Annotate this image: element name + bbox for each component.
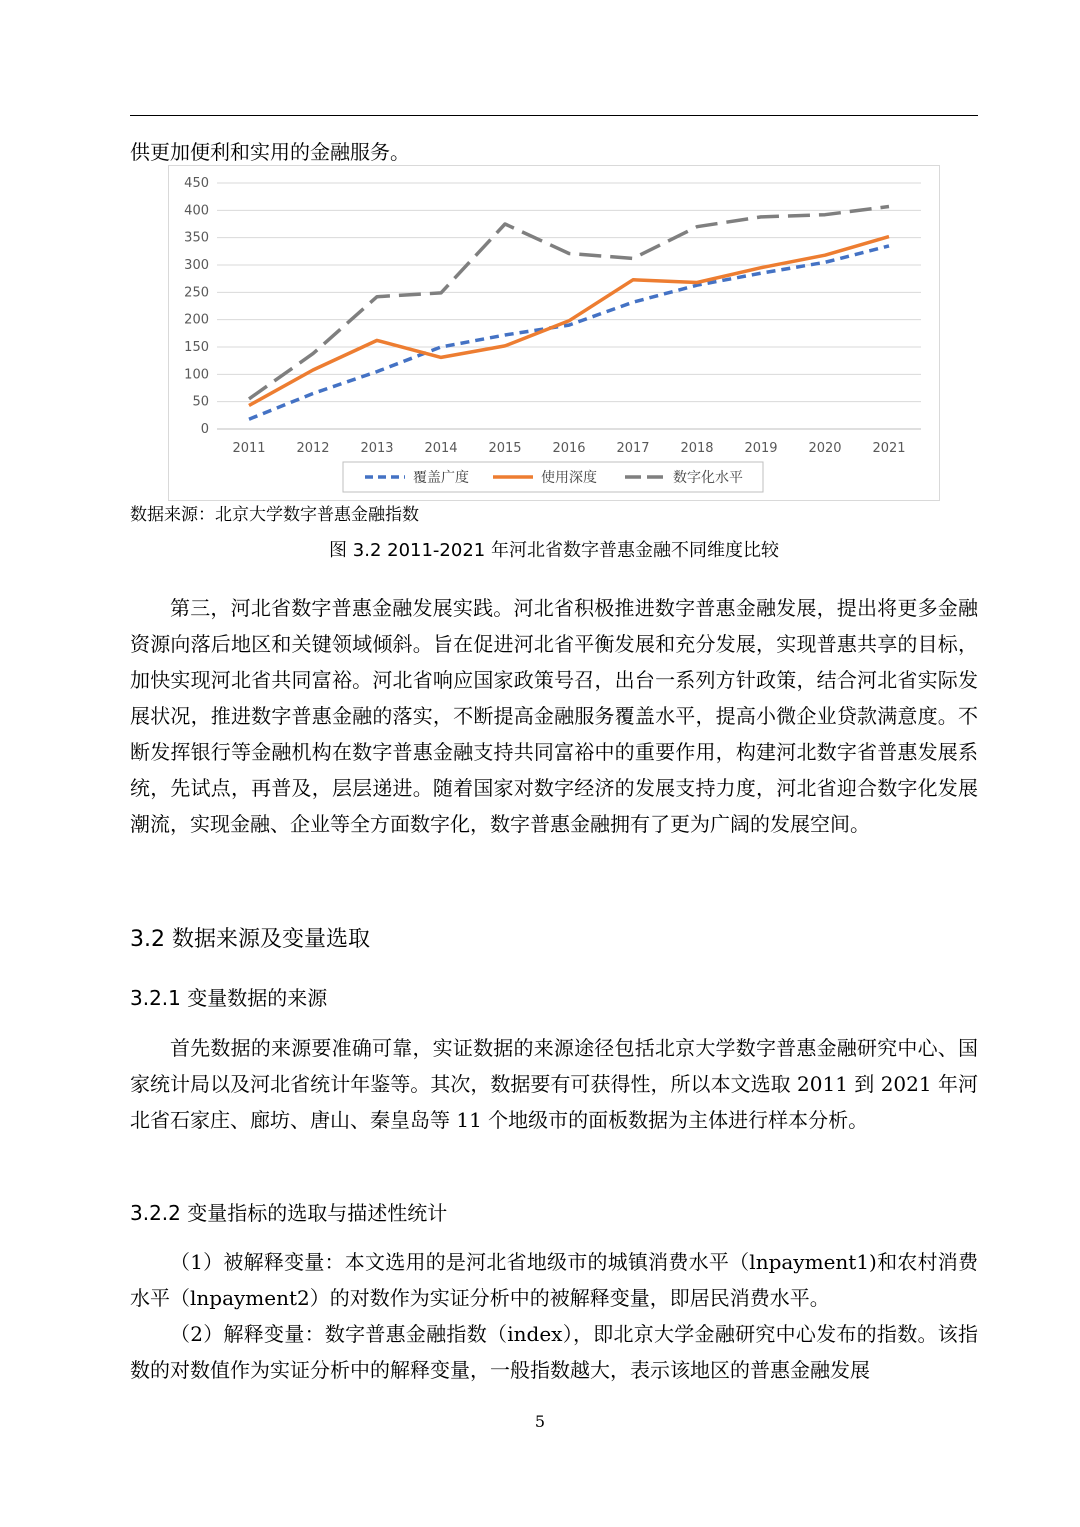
intro-text: 供更加便利和实用的金融服务。 [130,140,410,164]
y-tick-label: 0 [200,422,209,437]
y-tick-label: 400 [184,203,209,219]
x-tick-label: 2018 [680,441,714,456]
figure-caption: 图 3.2 2011-2021 年河北省数字普惠金融不同维度比较 [329,540,779,561]
x-tick-label: 2017 [616,441,650,456]
subsection-heading-3-2-2: 3.2.2 变量指标的选取与描述性统计 [130,1201,448,1225]
x-tick-label: 2011 [232,441,266,456]
series-line-3 [249,207,889,399]
series-line-1 [249,246,889,419]
y-tick-label: 250 [184,285,209,301]
paragraph-explanatory-variable: （2）解释变量：数字普惠金融指数（index），即北京大学金融研究中心发布的指数。该指数的对数值作为实证分析中的解释变量，一般指数越大，表示该地区的普惠金融发展 [130,1322,978,1382]
y-tick-label: 100 [184,367,209,383]
x-tick-label: 2021 [872,441,906,456]
x-tick-label: 2013 [360,441,394,456]
chart-container [168,165,940,501]
page-number: 5 [534,1412,546,1431]
y-tick-label: 450 [184,176,209,191]
x-tick-label: 2014 [424,441,458,456]
y-tick-label: 150 [184,340,209,355]
x-tick-label: 2020 [808,441,842,456]
legend-label-2: 使用深度 [541,470,597,486]
x-tick-label: 2012 [296,441,330,456]
paragraph-dependent-variable: （1）被解释变量：本文选用的是河北省地级市的城镇消费水平（lnpayment1)和农村消费水平（lnpayment2）的对数作为实证分析中的被解释变量，即居民消费水平。 [130,1250,978,1310]
data-source-note: 数据来源：北京大学数字普惠金融指数 [130,505,419,525]
header-rule [130,115,978,116]
y-tick-label: 50 [192,394,209,410]
legend-label-1: 覆盖广度 [413,470,469,486]
section-heading-3-2: 3.2 数据来源及变量选取 [130,927,370,952]
y-tick-label: 350 [184,230,209,246]
series-line-2 [249,237,889,406]
line-chart [169,166,939,500]
subsection-heading-3-2-1: 3.2.1 变量数据的来源 [130,986,328,1010]
x-tick-label: 2016 [552,441,586,456]
legend-label-3: 数字化水平 [673,470,743,486]
y-tick-label: 200 [184,312,209,328]
paragraph-data-source: 首先数据的来源要准确可靠，实证数据的来源途径包括北京大学数字普惠金融研究中心、国家统计局以及河北省统计年鉴等。其次，数据要有可获得性，所以本文选取 2011 到 2021 年河北省石家庄、廊坊、唐山、秦皇岛等 11 个地级市的面板数据为主体进行样本分析。 [130,1036,978,1132]
x-tick-label: 2019 [744,441,778,456]
paragraph-practice: 第三，河北省数字普惠金融发展实践。河北省积极推进数字普惠金融发展，提出将更多金融资源向落后地区和关键领域倾斜。旨在促进河北省平衡发展和充分发展，实现普惠共享的目标，加快实现河北省共同富裕。河北省响应国家政策号召，出台一系列方针政策，结合河北省实际发展状况，推进数字普惠金融的落实，不断提高金融服务覆盖水平，提高小微企业贷款满意度。不断发挥银行等金融机构在数字普惠金融支持共同富裕中的重要作用，构建河北数字省普惠发展系统，先试点，再普及，层层递进。随着国家对数字经济的发展支持力度，河北省迎合数字化发展潮流，实现金融、企业等全方面数字化，数字普惠金融拥有了更为广阔的发展空间。 [130,596,978,836]
y-tick-label: 300 [184,258,209,273]
x-tick-label: 2015 [488,441,522,456]
